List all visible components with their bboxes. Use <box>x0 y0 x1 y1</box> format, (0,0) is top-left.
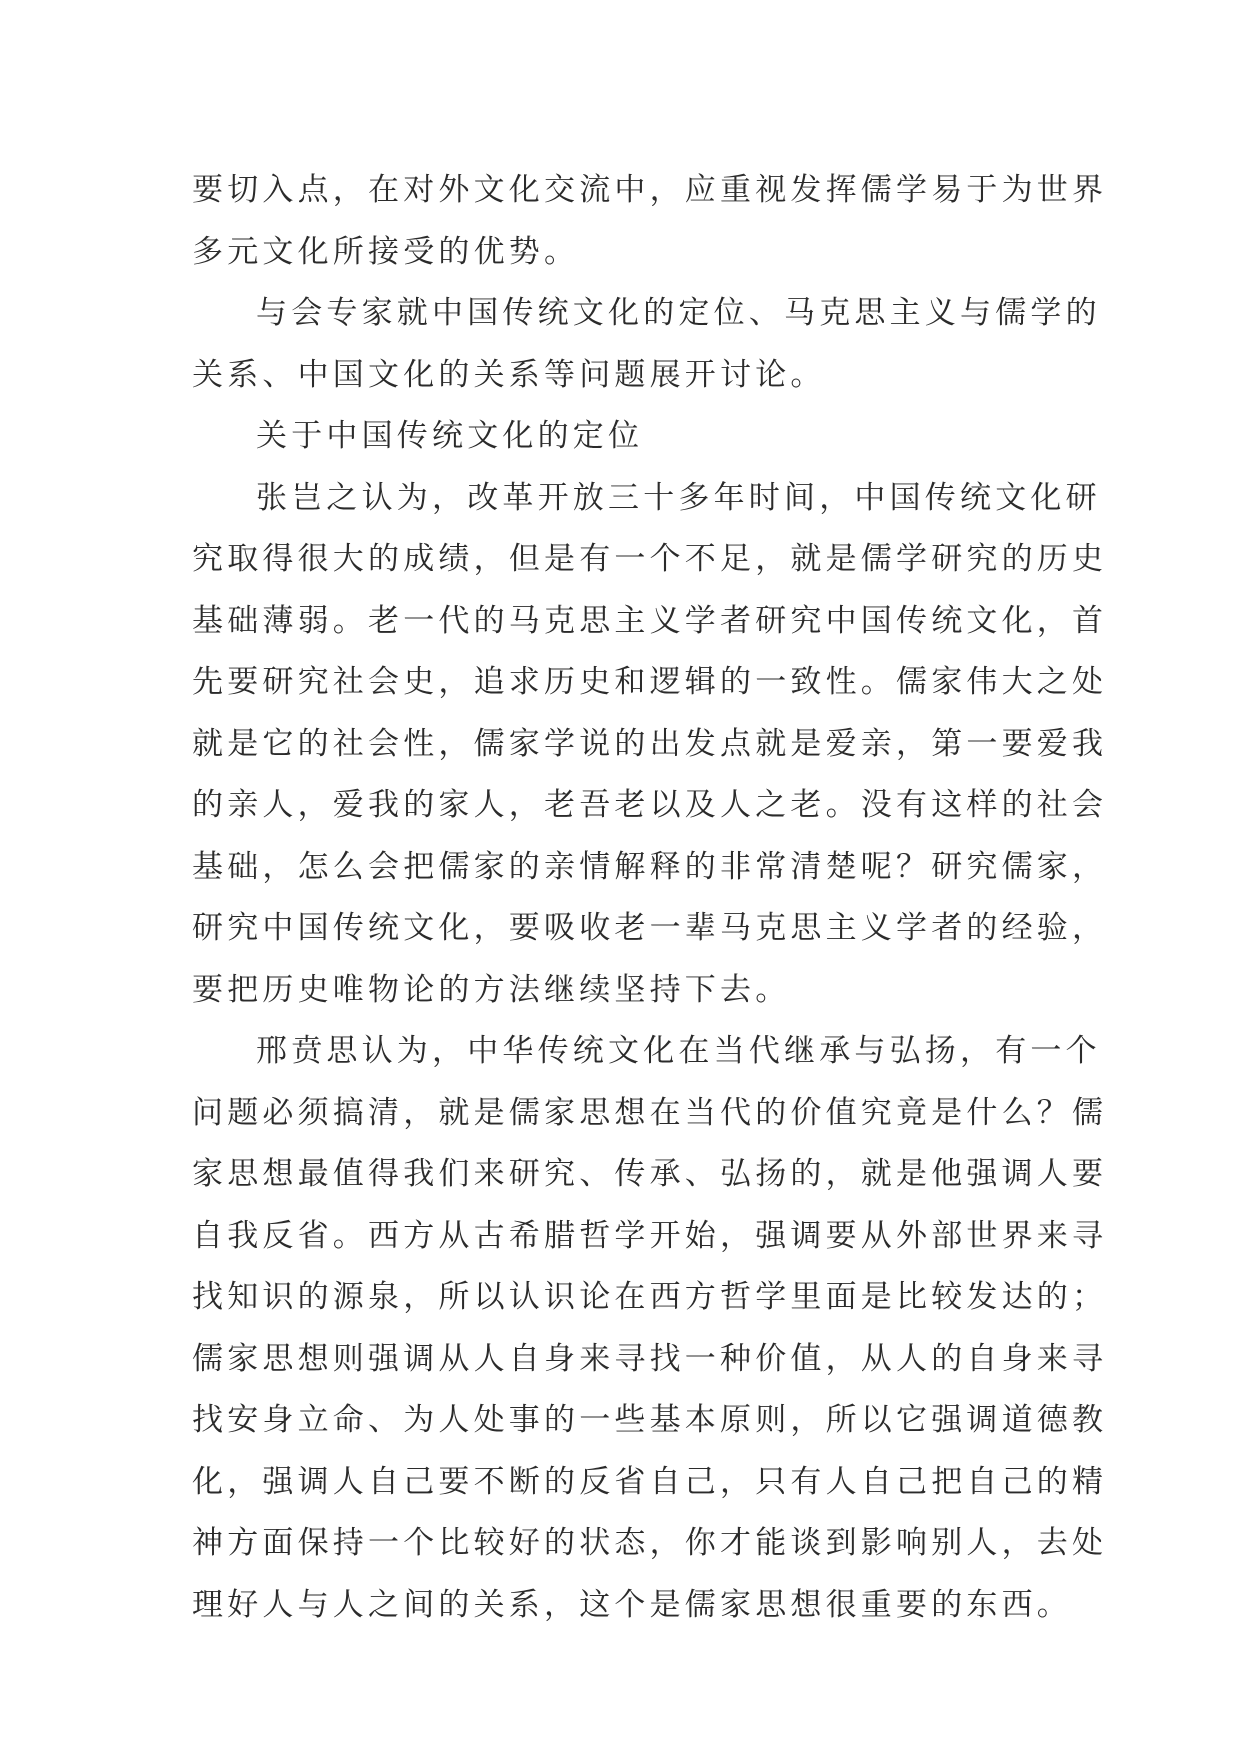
text-line: 要切入点，在对外文化交流中，应重视发挥儒学易于为世界 <box>192 172 1108 208</box>
text-line: 的亲人，爱我的家人，老吾老以及人之老。没有这样的社会 <box>192 787 1108 823</box>
text-line: 找安身立命、为人处事的一些基本原则，所以它强调道德教 <box>192 1402 1108 1438</box>
text-line: 与会专家就中国传统文化的定位、马克思主义与儒学的 <box>256 295 1101 331</box>
text-line: 就是它的社会性，儒家学说的出发点就是爱亲，第一要爱我 <box>192 725 1108 762</box>
text-line: 究取得很大的成绩，但是有一个不足，就是儒学研究的历史 <box>192 541 1108 577</box>
document-body <box>192 160 1108 1636</box>
text-line: 基础薄弱。老一代的马克思主义学者研究中国传统文化，首 <box>192 602 1108 639</box>
section-heading <box>192 406 1052 468</box>
text-line: 基础，怎么会把儒家的亲情解释的非常清楚呢？研究儒家， <box>192 848 1108 885</box>
text-line: 邢贲思认为，中华传统文化在当代继承与弘扬，有一个 <box>256 1033 1101 1069</box>
text-line: 儒家思想则强调从人自身来寻找一种价值，从人的自身来寻 <box>192 1340 1108 1377</box>
text-line: 家思想最值得我们来研究、传承、弘扬的，就是他强调人要 <box>192 1156 1108 1192</box>
para-continuation-top <box>192 160 1108 283</box>
text-line: 关系、中国文化的关系等问题展开讨论。 <box>192 356 826 393</box>
para-xing <box>192 1021 1108 1636</box>
text-line: 理好人与人之间的关系，这个是儒家思想很重要的东西。 <box>192 1586 1072 1623</box>
text-line: 先要研究社会史，追求历史和逻辑的一致性。儒家伟大之处 <box>192 664 1108 700</box>
para-discussion-intro <box>192 283 1101 406</box>
text-line: 研究中国传统文化，要吸收老一辈马克思主义学者的经验， <box>192 910 1108 946</box>
section-heading-text: 关于中国传统文化的定位 <box>256 418 644 454</box>
text-line: 自我反省。西方从古希腊哲学开始，强调要从外部世界来寻 <box>192 1217 1108 1254</box>
text-line: 张岂之认为，改革开放三十多年时间，中国传统文化研 <box>256 479 1101 516</box>
text-line: 化，强调人自己要不断的反省自己，只有人自己把自己的精 <box>192 1463 1108 1500</box>
text-line: 多元文化所接受的优势。 <box>192 233 580 270</box>
text-line: 神方面保持一个比较好的状态，你才能谈到影响别人，去处 <box>192 1525 1108 1561</box>
text-line: 问题必须搞清，就是儒家思想在当代的价值究竟是什么？儒 <box>192 1094 1108 1131</box>
text-line: 要把历史唯物论的方法继续坚持下去。 <box>192 971 791 1008</box>
para-zhang <box>192 468 1108 1022</box>
text-line: 找知识的源泉，所以认识论在西方哲学里面是比较发达的； <box>192 1279 1108 1315</box>
